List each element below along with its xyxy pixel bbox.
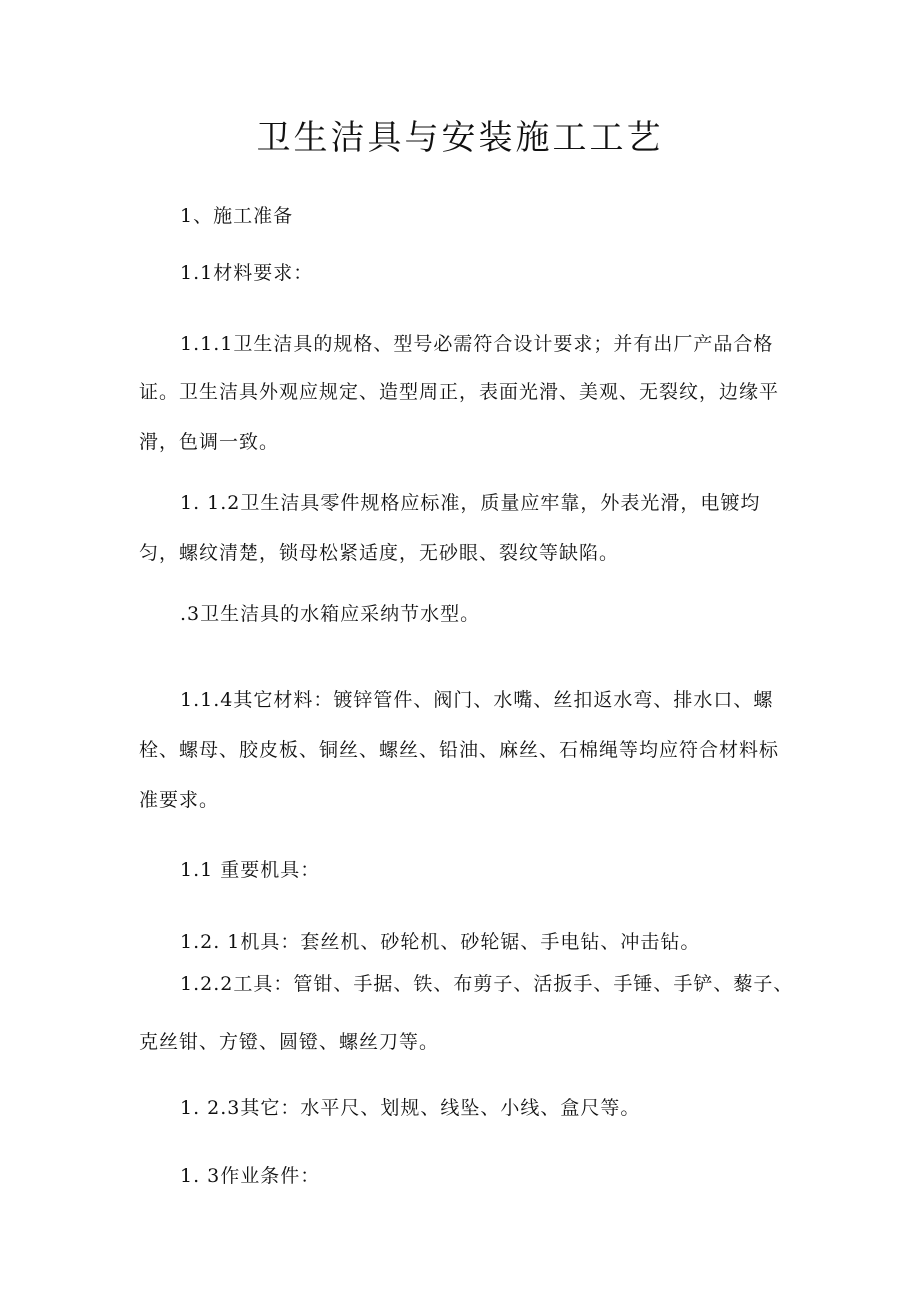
paragraph-line: 1. 1.2卫生洁具零件规格应标准，质量应牢靠，外表光滑，电镀均 [180, 492, 761, 514]
paragraph-line: 1.2. 1机具：套丝机、砂轮机、砂轮锯、手电钻、冲击钻。 [180, 931, 701, 953]
paragraph-line: 匀，螺纹清楚，锁母松紧适度，无砂眼、裂纹等缺陷。 [139, 542, 620, 564]
paragraph-line: 1. 2.3其它：水平尺、划规、线坠、小线、盒尺等。 [180, 1097, 641, 1119]
document-title: 卫生洁具与安装施工工艺 [256, 118, 664, 158]
subsection-heading: 1.1 重要机具： [180, 859, 321, 881]
paragraph-line: 滑，色调一致。 [139, 431, 280, 453]
paragraph-line: 1.1.1卫生洁具的规格、型号必需符合设计要求；并有出厂产品合格 [180, 333, 774, 355]
subsection-heading: 1.1材料要求： [180, 262, 314, 284]
paragraph-line: 1.2.2工具：管钳、手据、铁、布剪子、活扳手、手锤、手铲、藜子、 [180, 973, 794, 995]
section-heading: 1、施工准备 [180, 205, 294, 227]
paragraph-line: 1.1.4其它材料：镀锌管件、阀门、水嘴、丝扣返水弯、排水口、螺 [180, 689, 774, 711]
paragraph-line: 栓、螺母、胶皮板、铜丝、螺丝、铅油、麻丝、石棉绳等均应符合材料标 [139, 739, 780, 761]
paragraph-line: 准要求。 [139, 789, 220, 811]
paragraph-line: 证。卫生洁具外观应规定、造型周正，表面光滑、美观、无裂纹，边缘平 [139, 381, 780, 403]
paragraph-line: .3卫生洁具的水箱应采纳节水型。 [180, 603, 481, 625]
subsection-heading: 1. 3作业条件： [180, 1165, 321, 1187]
paragraph-line: 克丝钳、方镫、圆镫、螺丝刀等。 [139, 1031, 440, 1053]
